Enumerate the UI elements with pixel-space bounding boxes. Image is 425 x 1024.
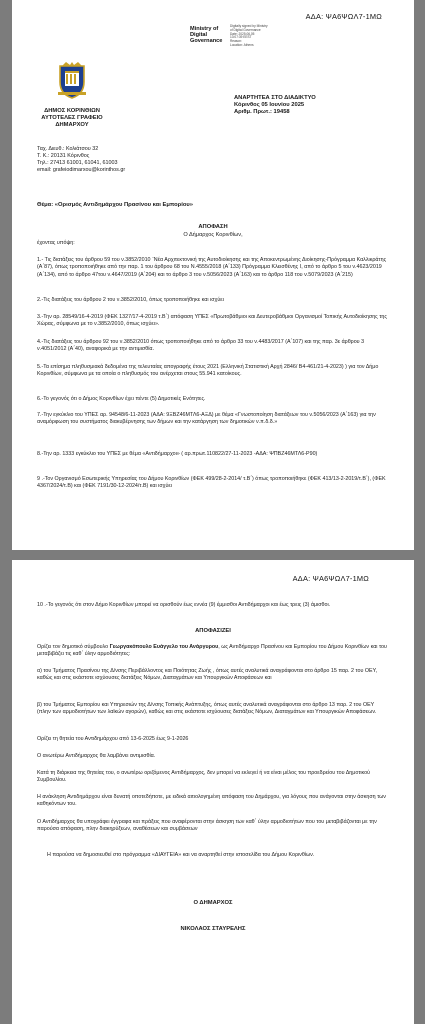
item-1: 1.- Τις διατάξεις του άρθρου 59 του ν.3852/2010 ¨Νέα Αρχιτεκτονική της Αυτοδιοίκησης και της Αποκεντρωμένης Διοίκησης-Πρόγραμμα Καλλικράτης (Α΄87), όπως τροποποιήθηκε από την παρ. 1 του άρθρου 68 του Ν.4555/2018 (Α΄133) Πρόγραμμα Κλεισθένης Ι, από το άρθρο 5 του ν.4623/2019 (Α΄134), από το άρθρο 47του ν.4647/2019 (Α΄204) και το άρθρο 3 του ν.5056/2023 (Α΄163) και το άρθρο 118 του ν.5079/2023 (Α΄215) <box>37 257 387 278</box>
address-block: Ταχ. Διευθ.: Κολιάτσου 32 Τ. Κ.: 20131 Κόρινθος Τηλ.: 27413 61001, 61041, 61003 email: grafeiodimarxou@korinthos.gr <box>37 146 126 174</box>
salary-paragraph: Ο ανωτέρω Αντιδήμαρχος θα λαμβάνει αντιμισθία. <box>37 753 156 759</box>
ministry-label: Ministry of Digital Governance <box>190 26 223 45</box>
item-10: 10 .-Το γεγονός ότι στον Δήμο Κορινθίων μπορεί να ορισθούν έως εννέα (9) έμμισθοι Αντιδήμαρχοι και έως τρεις (3) άμισθοι. <box>37 602 331 608</box>
deputy-mayor-name: Γεωργακόπουλο Ευάγγελο του Ανάργυρου <box>109 644 219 650</box>
mayor-title: Ο ΔΗΜΑΡΧΟΣ <box>193 900 233 906</box>
term-paragraph: Ορίζει τη θητεία του Αντιδημάρχου από 13-6-2025 έως 9-1-2026 <box>37 736 189 742</box>
decides-title: ΑΠΟΦΑΣΙΖΕΙ <box>195 628 231 634</box>
having-regard: έχοντας υπόψη: <box>37 240 75 246</box>
item-4: 4.-Τις διατάξεις του άρθρου 92 του ν.3852/2010 όπως τροποποιήθηκε από το άρθρο 33 του ν.4483/2017 (Α΄107) και της παρ. 3ε άρθρου 3 ν.4051/2012 (Α΄40), αναφορικά με την αντιμισθία. <box>37 339 365 353</box>
publication-paragraph: Η παρούσα να δημοσιευθεί στο πρόγραμμα «ΔΙΑΥΓΕΙΑ» και να αναρτηθεί στην ιστοσελίδα του Δήμου Κορινθίων. <box>47 852 315 858</box>
item-7: 7.-Την εγκύκλιο του ΥΠΕΣ αρ. 94548/6-11-2023 (ΑΔΑ: 9ΞΒΖ46ΜΤΛ6-ΑΞΔ) με θέμα «Γνωστοποίηση διατάξεων του ν.5056/2023 (Α΄163) για την αναμόρφωση του συστήματος διακυβέρνησης των δήμων και την κατάργηση των δημοτικών ν.π.δ.δ.» <box>37 412 376 426</box>
municipality-name: ΔΗΜΟΣ ΚΟΡΙΝΘΙΩΝ ΑΥΤΟΤΕΛΕΣ ΓΡΑΦΕΙΟ ΔΗΜΑΡΧΟΥ <box>41 108 103 128</box>
item-2: 2.-Τις διατάξεις του άρθρου 2 του ν.3852/2010, όπως τροποποιήθηκε και ισχύει <box>37 297 224 303</box>
municipality-logo <box>56 62 88 100</box>
signing-paragraph: Ο Αντιδήμαρχος θα υπογράφει έγγραφα και πράξεις που αναφέρονται στην άσκηση των καθ΄ ύλην αρμοδιοτήτων που του μεταβιβάζονται με την παρούσα απόφαση, πλην διακηρύξεων, αναθέσεων και συμβάσεων <box>37 819 377 833</box>
item-3: 3.-Την αρ. 28549/16-4-2019 (ΦΕΚ 1327/17-4-2019 τ.Β΄) απόφαση ΥΠΕΣ «Πρωτοβάθμιοι και Δευτεροβάθμιοι Οργανισμοί Τοπικής Αυτοδιοίκησης της Χώρας, σύμφωνα με το ν.3852/2010, όπως ισχύει». <box>37 314 387 328</box>
responsibility-b: β) του Τμήματος Εμπορίου και Υπηρεσιών της Δ/νσης Τοπικής Ανάπτυξης, όπως αυτές αναλυτικά αναγράφονται στο άρθρο 13 παρ. 2 του ΟΕΥ (πλην των αρμοδιοτήτων των λαϊκών αγορών), καθώς και στις εκάστοτε ισχύουσες διατάξεις Νόμων, Διαταγμάτων και Υπουργικών Αποφάσεων. <box>37 702 377 716</box>
document-page-2 <box>12 560 414 1024</box>
item-5: 5.-Τα επίσημα πληθυσμιακά δεδομένα της τελευταίας απογραφής έτους 2021 (Ελληνική Στατιστική Αρχή 2846/ Β4-461/21-4-2023) ) για τον Δήμο Κορινθίων, σύμφωνα με τα οποία ο πληθυσμός του ανέρχεται στους 55.941 κατοίκους. <box>37 364 379 378</box>
decision-by: Ο Δήμαρχος Κορινθίων, <box>183 232 243 238</box>
period-paragraph: Κατά τη διάρκεια της θητείας του, ο ανωτέρω οριζόμενος Αντιδήμαρχος, δεν μπορεί να εκλεγεί ή να είναι μέλος του προεδρείου του Δημοτικού Συμβουλίου. <box>37 770 371 784</box>
digital-signature-block: Digitally signed by Ministry of Digital Governance Date: 2025.06.05 13:07:39 EEST Reason: Location: Athens <box>230 24 268 47</box>
mayor-name: ΝΙΚΟΛΑΟΣ ΣΤΑΥΡΕΛΗΣ <box>180 926 246 932</box>
responsibility-a: α) του Τμήματος Πρασίνου της Δ/νσης Περιβάλλοντος και Ποιότητας Ζωής , όπως αυτές αναλυτικά αναγράφονται στο άρθρο 15 παρ. 2 του ΟΕΥ, καθώς και στις εκάστοτε ισχύουσες διατάξεις Νόμων, Διαταγμάτων και Υπουργικών Αποφάσεων και <box>37 668 377 682</box>
item-6: 6.-Το γεγονός ότι ο Δήμος Κορινθίων έχει πέντε (5) Δημοτικές Ενότητες. <box>37 396 206 402</box>
publication-info: ΑΝΑΡΤΗΤΕΑ ΣΤΟ ΔΙΑΔΙΚΤΥΟ Κόρινθος 05 Ιουνίου 2025 Αριθμ. Πρωτ.: 19458 <box>234 95 316 116</box>
revocation-paragraph: Η ανάκληση Αντιδημάρχου είναι δυνατή οποτεδήποτε, με ειδικά αιτιολογημένη απόφαση του Δημάρχου, για λόγους που ανάγονται στην άσκηση των καθηκόντων του. <box>37 794 386 808</box>
subject-line: Θέμα: «Ορισμός Αντιδημάρχου Πρασίνου και Εμπορίου» <box>37 202 194 208</box>
item-9: 9 .-Τον Οργανισμό Εσωτερικής Υπηρεσίας του Δήμου Κορινθίων (ΦΕΚ 499/28-2-2014/ τ.Β΄) όπως τροποποιήθηκε (ΦΕΚ 413/13-2-2019/τ.Β΄), (ΦΕΚ 4367/2024/τ.Β) και (ΦΕΚ 7191/30-12-2024/τ.Β) και ισχύει <box>37 476 386 490</box>
document-page-1 <box>12 0 414 550</box>
decision-title: ΑΠΟΦΑΣΗ <box>198 224 228 230</box>
appointment-paragraph: Ορίζει τον δημοτικό σύμβουλο Γεωργακόπουλο Ευάγγελο του Ανάργυρου, ως Αντιδήμαρχο Πρασίνου και Εμπορίου του Δήμου Κορινθίων και του μεταβιβάζει τις καθ΄ ύλην αρμοδιότητες: <box>37 644 387 658</box>
item-8: 8.-Την αρ. 1333 εγκύκλιο του ΥΠΕΣ με θέμα «Αντιδήμαρχοι» ( αρ.πρωτ.110822/27-11-2023 -ΑΔΑ: ΨΠΒΖ46ΜΤΛ6-Ρ90) <box>37 451 318 457</box>
ada-code: ΑΔΑ: ΨΑ6ΨΩΛ7-1ΜΩ <box>305 12 382 21</box>
ada-code: ΑΔΑ: ΨΑ6ΨΩΛ7-1ΜΩ <box>292 574 369 583</box>
